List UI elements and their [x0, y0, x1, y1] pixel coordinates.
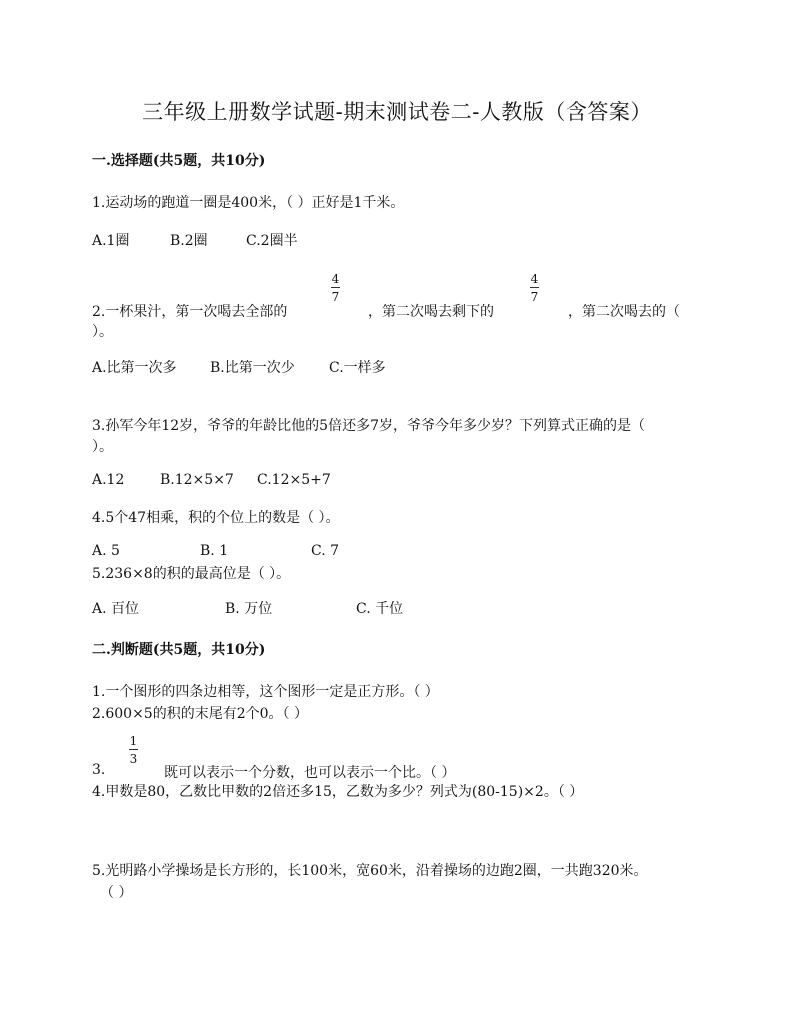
- judgement-3: 既可以表示一个分数，也可以表示一个比。（ ）: [164, 765, 456, 781]
- question-1: 1.运动场的跑道一圈是400米，（ ）正好是1千米。: [92, 195, 405, 211]
- option-a: A.比第一次多: [92, 360, 177, 376]
- fraction-denominator: 7: [331, 290, 340, 304]
- fraction-denominator: 7: [530, 290, 539, 304]
- page-title: 三年级上册数学试题-期末测试卷二-人教版（含答案）: [142, 100, 652, 124]
- fraction-one-third: [129, 734, 138, 766]
- option-c: C.12×5+7: [257, 472, 331, 488]
- option-b: B. 1: [200, 543, 229, 559]
- option-a: A.12: [92, 472, 125, 488]
- option-a: A. 5: [92, 543, 120, 559]
- fraction-four-sevenths: [331, 272, 340, 304]
- judgement-2: 2.600×5的积的末尾有2个0。（ ）: [92, 706, 308, 722]
- option-b: B.2圈: [170, 233, 208, 249]
- option-b: B.12×5×7: [160, 472, 234, 488]
- fraction-bar: [530, 287, 539, 288]
- option-c: C.一样多: [329, 360, 386, 376]
- option-b: B.比第一次少: [210, 360, 295, 376]
- option-a: A.1圈: [92, 233, 130, 249]
- judgement-4: 4.甲数是80，乙数比甲数的2倍还多15，乙数为多少？列式为(80-15)×2。（ ）: [92, 784, 584, 800]
- question-2-part1: 2.一杯果汁，第一次喝去全部的: [92, 304, 288, 320]
- fraction-bar: [331, 287, 340, 288]
- option-a: A. 百位: [92, 601, 140, 617]
- question-2-part2: ，第二次喝去剩下的: [368, 304, 494, 320]
- option-c: C.2圈半: [246, 233, 298, 249]
- question-5: 5.236×8的积的最高位是（ ）。: [92, 566, 291, 582]
- judgement-5-line2: （ ）: [100, 885, 133, 901]
- judgement-3-number: 3.: [92, 762, 106, 778]
- fraction-numerator: 4: [331, 272, 340, 286]
- question-3-line1: 3.孙军今年12岁，爷爷的年龄比他的5倍还多7岁，爷爷今年多少岁？下列算式正确的是（: [92, 418, 645, 434]
- judgement-1: 1.一个图形的四条边相等，这个图形一定是正方形。（ ）: [92, 684, 439, 700]
- fraction-denominator: 3: [129, 752, 138, 766]
- section-heading-judgement: 二.判断题(共5题，共10分): [92, 642, 266, 658]
- fraction-four-sevenths: [530, 272, 539, 304]
- question-2-cont: ）。: [92, 324, 113, 340]
- fraction-numerator: 1: [129, 734, 138, 748]
- option-c: C. 千位: [356, 601, 404, 617]
- section-heading-choice: 一.选择题(共5题，共10分): [92, 153, 266, 169]
- option-c: C. 7: [311, 543, 340, 559]
- judgement-5-line1: 5.光明路小学操场是长方形的，长100米，宽60米，沿着操场的边跑2圈，一共跑320米。: [92, 863, 648, 879]
- fraction-numerator: 4: [530, 272, 539, 286]
- question-4: 4.5个47相乘，积的个位上的数是（ ）。: [92, 510, 340, 526]
- question-3-line2: ）。: [92, 439, 113, 455]
- option-b: B. 万位: [225, 601, 273, 617]
- fraction-bar: [129, 749, 138, 750]
- question-2-part3: ，第二次喝去的（: [568, 304, 680, 320]
